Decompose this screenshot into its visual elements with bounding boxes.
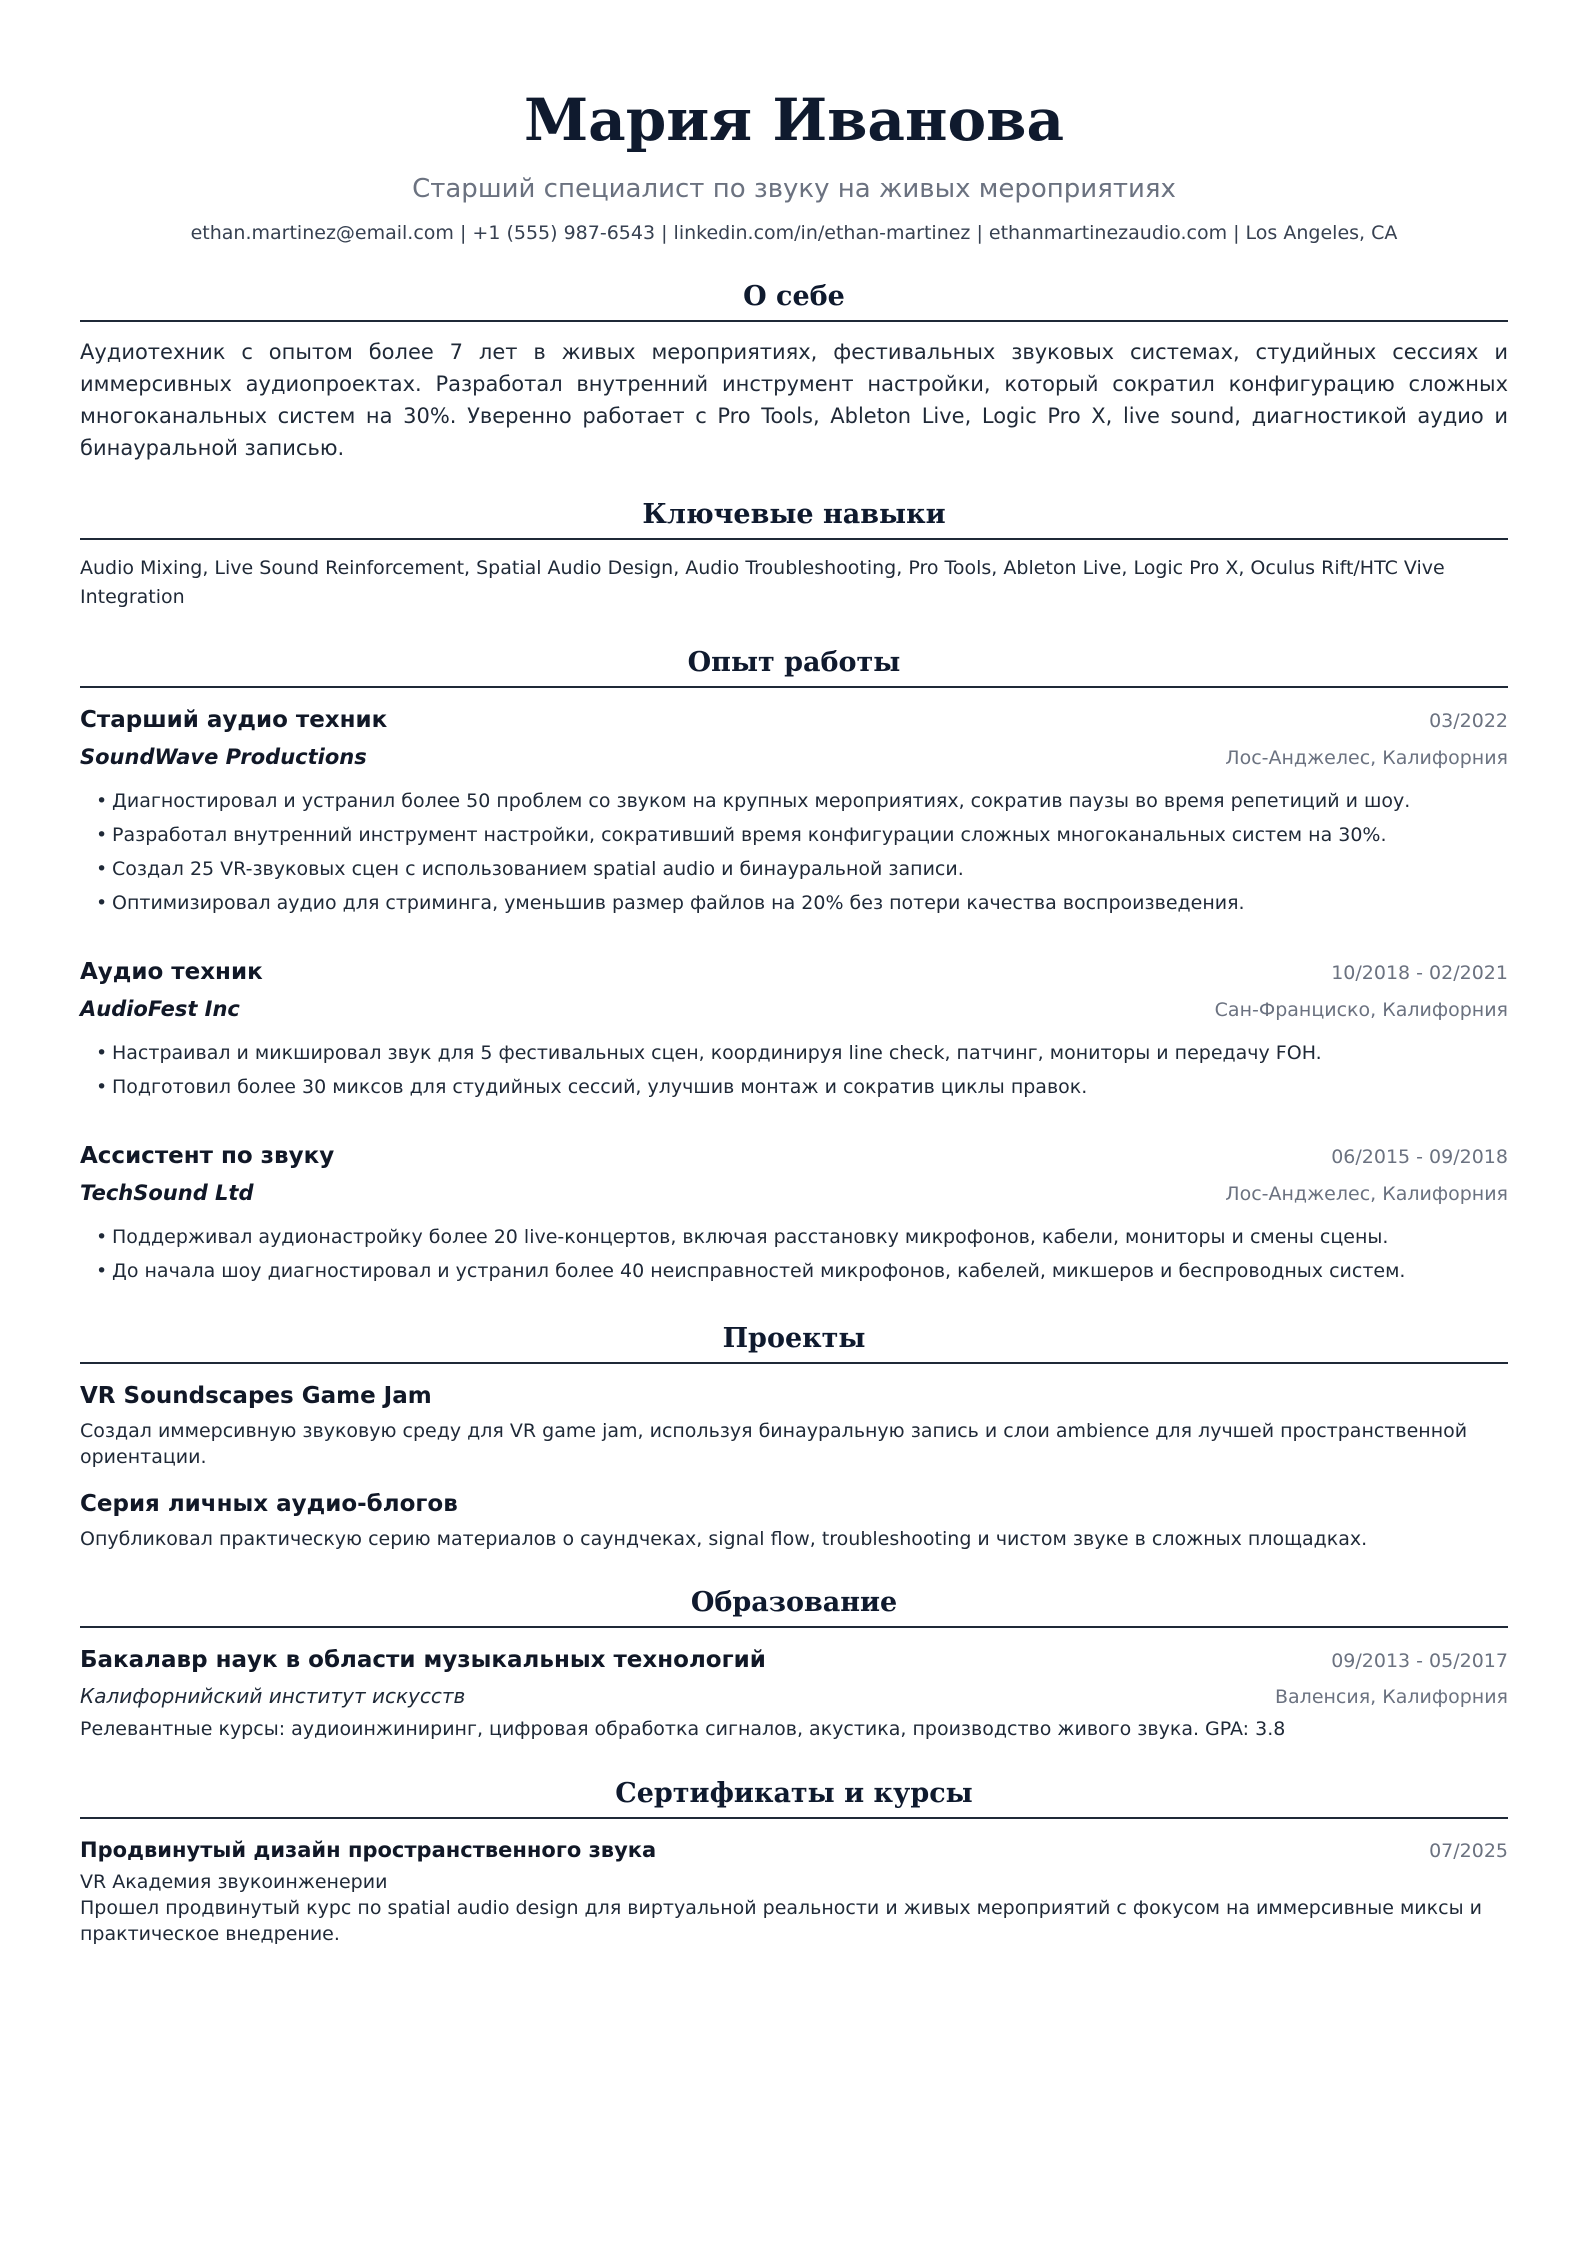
job-bullet: • Подготовил более 30 миксов для студийных сессий, улучшив монтаж и сократив циклы правок. [96,1070,1508,1104]
project-description: Опубликовал практическую серию материалов о саундчеках, signal flow, troubleshooting и чистом звуке в сложных площадках. [80,1528,1368,1550]
job-location: Лос-Анджелес, Калифорния [1225,747,1508,769]
job-location: Лос-Анджелес, Калифорния [1225,1183,1508,1205]
contact-line: ethan.martinez@email.com | +1 (555) 987-6543 | linkedin.com/in/ethan-martinez | ethanmartinezaudio.com | Los Angeles, CA [190,222,1398,244]
skills-text: Audio Mixing, Live Sound Reinforcement, Spatial Audio Design, Audio Troubleshooting, Pro Tools, Ableton Live, Logic Pro X, Oculus Rift/HTC Vive Integration [80,557,1445,608]
job-company: SoundWave Productions [80,745,367,769]
certification-description: Прошел продвинутый курс по spatial audio design для виртуальной реальности и живых мероприятий с фокусом на иммерсивные миксы и практическое внедрение. [80,1897,1482,1945]
job-location: Сан-Франциско, Калифорния [1214,999,1508,1021]
certification-organization: VR Академия звукоинженерии [80,1871,388,1893]
section-title-experience: Опыт работы [80,646,1508,688]
summary-section [80,280,1508,464]
candidate-headline: Старший специалист по звуку на живых мероприятиях [412,174,1176,204]
project-title: Серия личных аудио-блогов [80,1491,458,1517]
job-date: 03/2022 [1429,710,1508,732]
project-entry [80,1378,1508,1470]
projects-section [80,1322,1508,1552]
project-title: VR Soundscapes Game Jam [80,1383,432,1409]
job-date: 10/2018 - 02/2021 [1331,962,1508,984]
project-description: Создал иммерсивную звуковую среду для VR game jam, используя бинауральную запись и слои ambience для лучшей пространственной ориентации. [80,1420,1468,1468]
skills-section [80,498,1508,612]
job-bullets [80,1036,1508,1104]
job-bullet: • Разработал внутренний инструмент настройки, сокративший время конфигурации сложных многоканальных систем на 30%. [96,818,1508,852]
section-title-skills: Ключевые навыки [80,498,1508,540]
certification-entry [80,1833,1508,1947]
section-title-projects: Проекты [80,1322,1508,1364]
job-title: Ассистент по звуку [80,1143,335,1169]
summary-text: Аудиотехник с опытом более 7 лет в живых мероприятиях, фестивальных звуковых системах, студийных сессиях и иммерсивных аудиопроектах. Разработал внутренний инструмент настройки, который сократил конфигурацию сложных многоканальных систем на 30%. Уверенно работает с Pro Tools, Ableton Live, Logic Pro X, live sound, диагностикой аудио и бинауральной записью. [80,340,1508,460]
job-bullet: • Создал 25 VR-звуковых сцен с использованием spatial audio и бинауральной записи. [96,852,1508,886]
job-title: Аудио техник [80,959,263,985]
job-bullet: • До начала шоу диагностировал и устранил более 40 неисправностей микрофонов, кабелей, микшеров и беспроводных систем. [96,1254,1508,1288]
job-bullet: • Диагностировал и устранил более 50 проблем со звуком на крупных мероприятиях, сократив паузы во время репетиций и шоу. [96,784,1508,818]
experience-section [80,646,1508,1288]
job-entry [80,954,1508,1104]
job-company: AudioFest Inc [80,997,240,1021]
job-company: TechSound Ltd [80,1181,254,1205]
education-degree: Бакалавр наук в области музыкальных технологий [80,1647,766,1673]
resume-header [80,82,1508,246]
job-title: Старший аудио техник [80,707,388,733]
education-location: Валенсия, Калифорния [1275,1686,1508,1708]
candidate-name: Мария Иванова [523,86,1065,154]
job-bullet: • Настраивал и микшировал звук для 5 фестивальных сцен, координируя line check, патчинг, мониторы и передачу FOH. [96,1036,1508,1070]
job-entry [80,1138,1508,1288]
section-title-summary: О себе [80,280,1508,322]
job-bullets [80,1220,1508,1288]
job-entry [80,702,1508,920]
job-bullet: • Оптимизировал аудио для стриминга, уменьшив размер файлов на 20% без потери качества воспроизведения. [96,886,1508,920]
certifications-section [80,1777,1508,1947]
section-title-education: Образование [80,1586,1508,1628]
education-date: 09/2013 - 05/2017 [1331,1650,1508,1672]
certification-title: Продвинутый дизайн пространственного звука [80,1838,657,1862]
job-bullets [80,784,1508,920]
education-school: Калифорнийский институт искусств [80,1684,466,1708]
job-date: 06/2015 - 09/2018 [1331,1146,1508,1168]
certification-date: 07/2025 [1429,1840,1508,1862]
project-entry [80,1486,1508,1552]
section-title-certifications: Сертификаты и курсы [80,1777,1508,1819]
education-section [80,1586,1508,1743]
job-bullet: • Поддерживал аудионастройку более 20 live-концертов, включая расстановку микрофонов, кабели, мониторы и смены сцены. [96,1220,1508,1254]
education-details: Релевантные курсы: аудиоинжиниринг, цифровая обработка сигналов, акустика, производство живого звука. GPA: 3.8 [80,1718,1286,1740]
